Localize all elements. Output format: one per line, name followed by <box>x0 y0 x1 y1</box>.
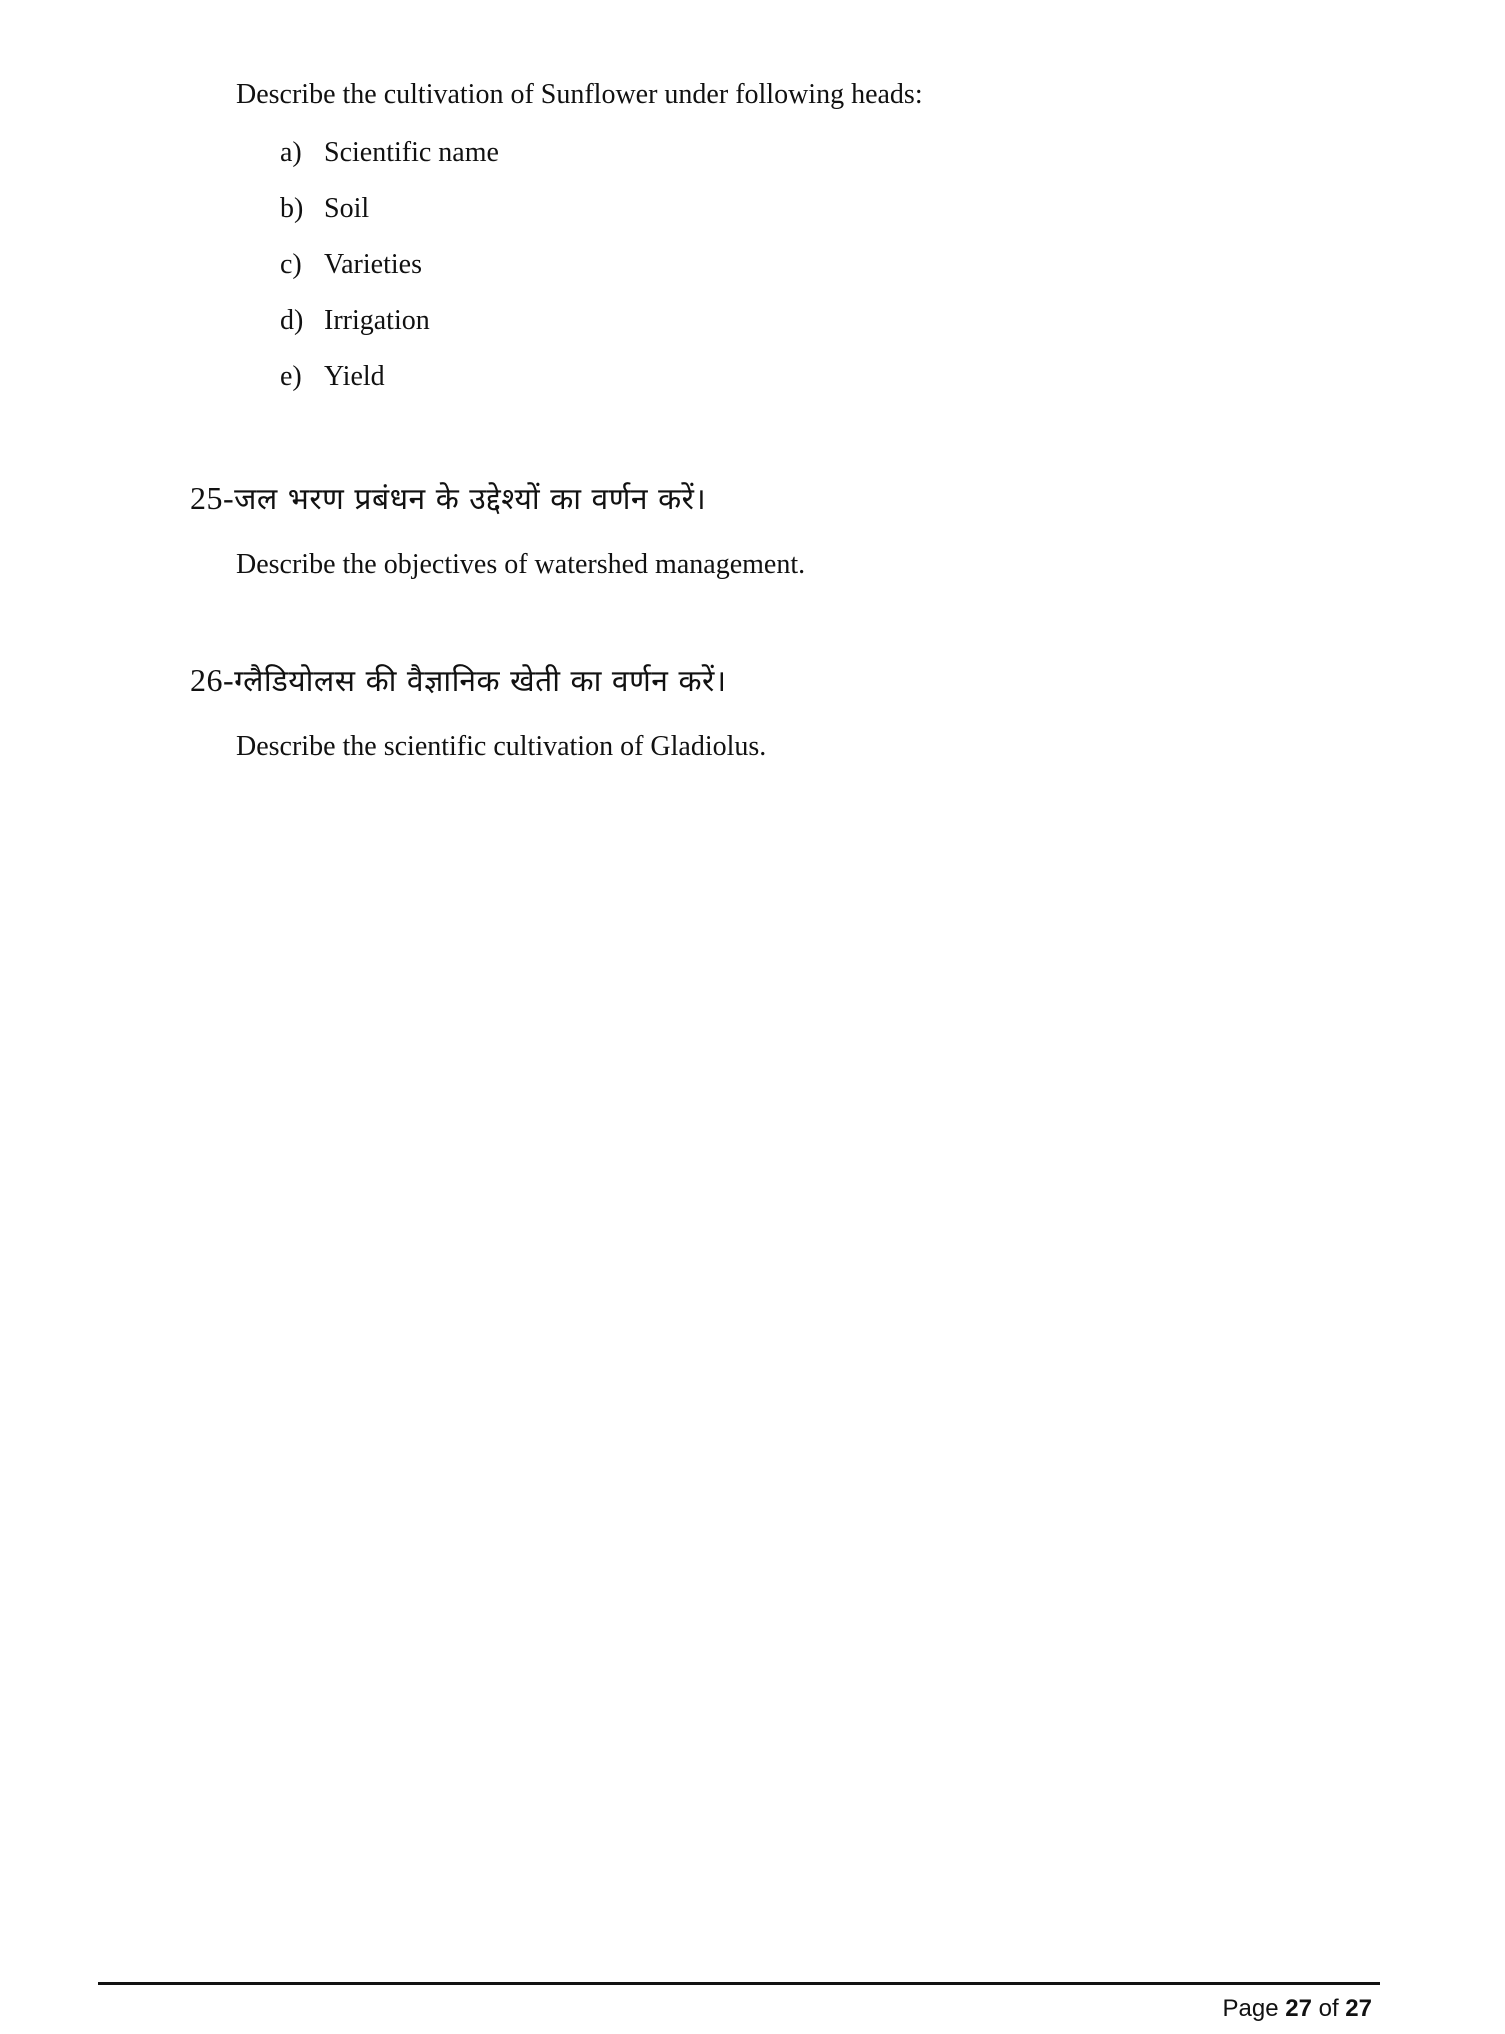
subpoint-text: Soil <box>324 192 370 224</box>
subpoint-b <box>280 192 1336 226</box>
footer-page-word: Page <box>1222 1995 1279 2022</box>
subpoint-marker: d) <box>280 304 304 336</box>
question-24-subpoint-list <box>280 136 1336 394</box>
subpoint-marker: b) <box>280 192 304 224</box>
question-25-hindi-line <box>190 478 1390 520</box>
subpoint-text: Irrigation <box>324 304 430 336</box>
page-number-footer <box>1223 1995 1373 2024</box>
question-25-number: 25- <box>190 480 235 516</box>
question-25-hindi <box>190 478 1390 520</box>
question-26-hindi-line <box>190 660 1390 702</box>
footer-total-pages: 27 <box>1345 1995 1372 2022</box>
question-26-english-text: Describe the scientific cultivation of Gladiolus. <box>236 731 767 762</box>
footer-divider <box>98 1982 1380 1985</box>
subpoint-a <box>280 136 1336 170</box>
footer-current-page: 27 <box>1285 1995 1312 2022</box>
subpoint-marker: e) <box>280 360 302 392</box>
question-26-number: 26- <box>190 662 235 698</box>
subpoint-c <box>280 248 1336 282</box>
question-26-hindi <box>190 660 1390 702</box>
subpoint-e <box>280 360 1336 394</box>
footer-of-word: of <box>1318 1995 1339 2022</box>
subpoint-d <box>280 304 1336 338</box>
question-25-english-text: Describe the objectives of watershed management. <box>236 549 806 580</box>
question-25-english <box>236 548 1336 582</box>
question-24-english-text: Describe the cultivation of Sunflower under following heads: <box>236 79 923 110</box>
subpoint-marker: a) <box>280 136 302 168</box>
question-26-hindi-text: ग्लैडियोलस की वैज्ञानिक खेती का वर्णन करें। <box>234 664 727 699</box>
subpoint-text: Scientific name <box>324 136 499 168</box>
question-26-english <box>236 730 1336 764</box>
question-25-hindi-text: जल भरण प्रबंधन के उद्देश्यों का वर्णन करें। <box>234 482 707 517</box>
subpoint-marker: c) <box>280 248 302 280</box>
subpoint-text: Varieties <box>324 248 422 280</box>
subpoint-text: Yield <box>324 360 385 392</box>
question-24 <box>236 78 1336 416</box>
